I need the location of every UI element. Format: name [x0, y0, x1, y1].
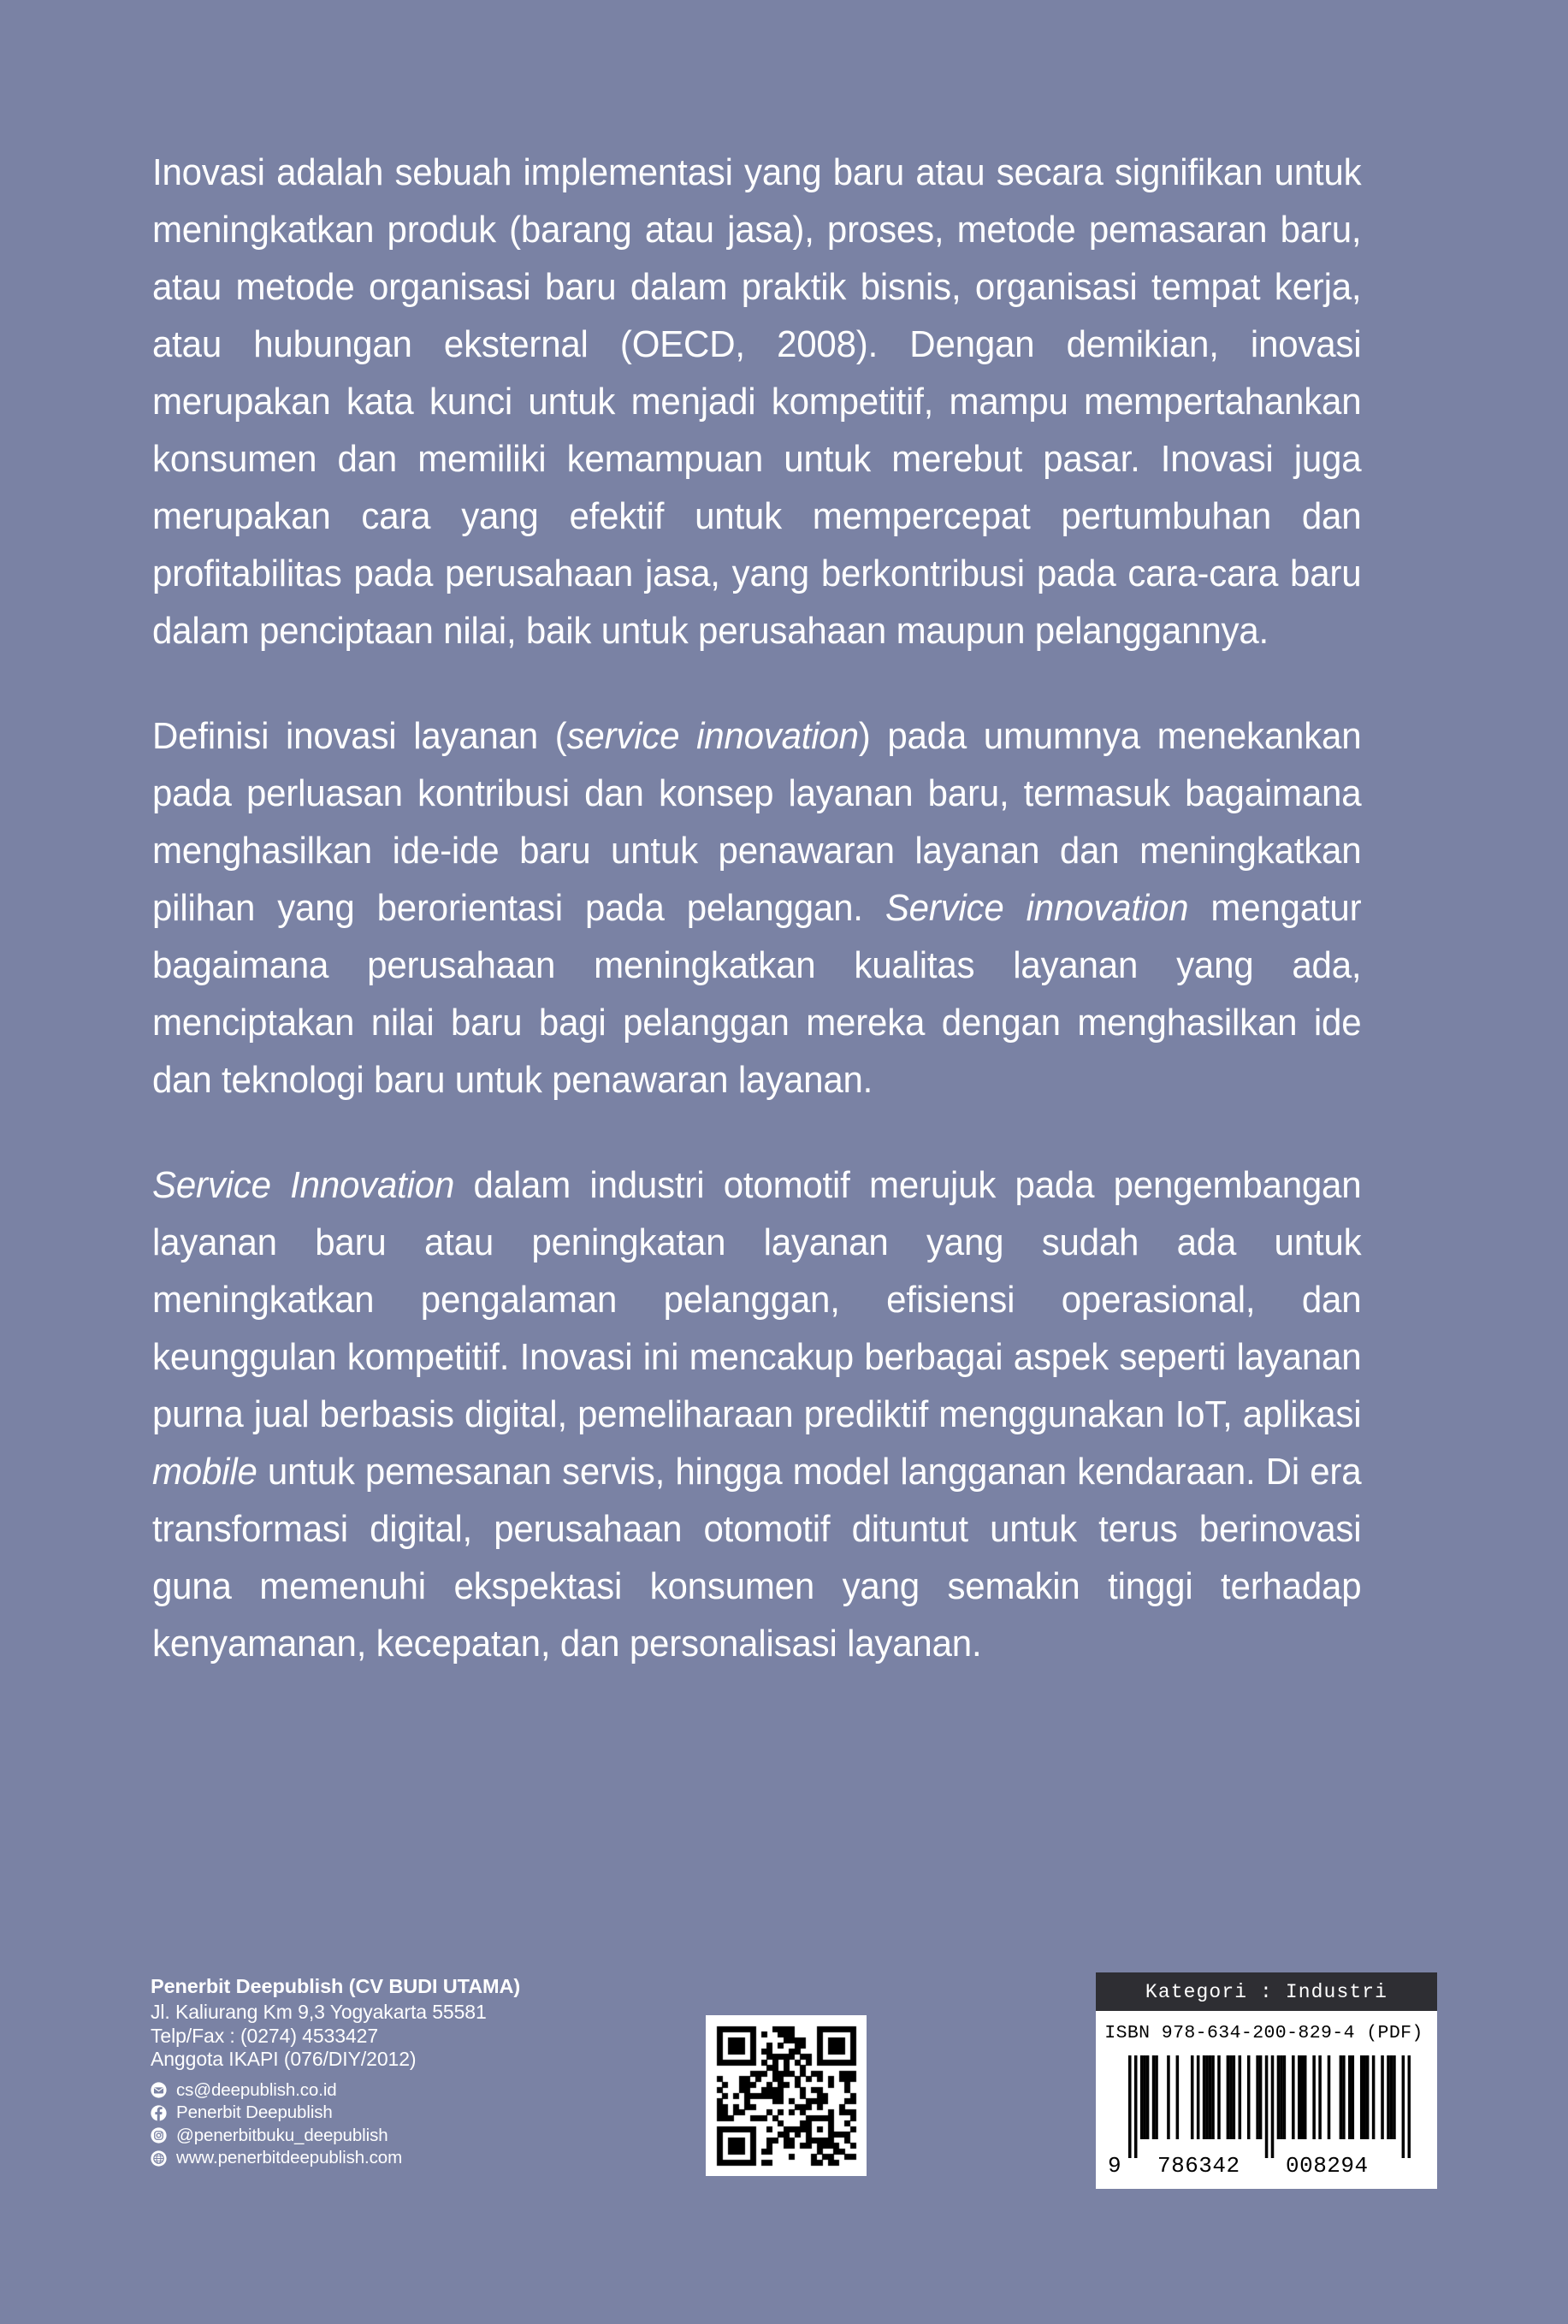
social-link-website[interactable] — [151, 2147, 681, 2170]
barcode-bars — [1128, 2055, 1411, 2158]
isbn-barcode-body — [1096, 2011, 1437, 2189]
isbn-number: ISBN 978-634-200-829-4 (PDF) — [1104, 2023, 1423, 2043]
qr-code[interactable] — [706, 2015, 867, 2176]
social-link-instagram-label: @penerbitbuku_deepublish — [176, 2125, 388, 2145]
social-link-instagram[interactable] — [151, 2125, 681, 2148]
qr-code-icon — [706, 2015, 867, 2176]
publisher-social-links — [151, 2079, 681, 2170]
cover-footer — [0, 1957, 1568, 2214]
envelope-icon — [151, 2082, 167, 2098]
isbn-barcode-panel — [1096, 1972, 1437, 2189]
emphasised-term: mobile — [152, 1451, 257, 1493]
emphasised-term: service innovation — [566, 715, 859, 757]
emphasised-term: Service innovation — [885, 887, 1189, 929]
ean-right-group: 008294 — [1286, 2153, 1369, 2179]
publisher-info — [151, 1974, 681, 2170]
blurb-paragraph-1: Inovasi adalah sebuah implementasi yang baru atau secara signifikan untuk meningkatkan produk (barang atau jasa), proses, metode pemasaran baru, atau metode organisasi baru dalam praktik bisnis, organisasi tempat kerja, atau hubungan eksternal (OECD, 2008). Dengan demikian, inovasi merupakan kata kunci untuk menjadi kompetitif, mampu mempertahankan konsumen dan memiliki kemampuan untuk merebut pasar. Inovasi juga merupakan cara yang efektif untuk mempercepat pertumbuhan dan profitabilitas pada perusahaan jasa, yang berkontribusi pada cara-cara baru dalam penciptaan nilai, baik untuk perusahaan maupun pelanggannya. — [152, 151, 1362, 652]
publisher-phone: Telp/Fax : (0274) 4533427 — [151, 2024, 379, 2047]
social-link-facebook[interactable] — [151, 2102, 681, 2125]
publisher-address: Jl. Kaliurang Km 9,3 Yogyakarta 55581 — [151, 2001, 487, 2023]
social-link-email-label: cs@deepublish.co.id — [176, 2079, 337, 2100]
emphasised-term: Service Innovation — [152, 1164, 455, 1206]
back-cover-blurb — [152, 144, 1418, 1672]
ean13-barcode — [1128, 2055, 1411, 2158]
social-link-website-label: www.penerbitdeepublish.com — [176, 2148, 403, 2168]
blurb-paragraph-3: Service Innovation dalam industri otomotif merujuk pada pengembangan layanan baru atau peningkatan layanan yang sudah ada untuk meningkatkan pengalaman pelanggan, efisiensi operasional, dan keunggulan kompetitif. Inovasi ini mencakup berbagai aspek seperti layanan purna jual berbasis digital, pemeliharaan prediktif menggunakan IoT, aplikasi mobile untuk pemesanan servis, hingga model langganan kendaraan. Di era transformasi digital, perusahaan otomotif dituntut untuk terus berinovasi guna memenuhi ekspektasi konsumen yang semakin tinggi terhadap kenyamanan, kecepatan, dan personalisasi layanan. — [152, 1164, 1362, 1665]
publisher-ikapi-membership: Anggota IKAPI (076/DIY/2012) — [151, 2048, 417, 2070]
globe-icon — [151, 2150, 167, 2167]
publisher-name: Penerbit Deepublish (CV BUDI UTAMA) — [151, 1975, 521, 1997]
book-category-label: Kategori : Industri — [1096, 1972, 1437, 2011]
social-link-email[interactable] — [151, 2079, 681, 2102]
facebook-icon — [151, 2105, 167, 2121]
ean-lead-digit: 9 — [1108, 2153, 1122, 2179]
instagram-icon — [151, 2127, 167, 2144]
blurb-paragraph-2: Definisi inovasi layanan (service innovation) pada umumnya menekankan pada perluasan kontribusi dan konsep layanan baru, termasuk bagaimana menghasilkan ide-ide baru untuk penawaran layanan dan meningkatkan pilihan yang berorientasi pada pelanggan. Service innovation mengatur bagaimana perusahaan meningkatkan kualitas layanan yang ada, menciptakan nilai baru bagi pelanggan mereka dengan menghasilkan ide dan teknologi baru untuk penawaran layanan. — [152, 715, 1362, 1101]
ean-left-group: 786342 — [1157, 2153, 1240, 2179]
ean13-digits — [1096, 2153, 1437, 2179]
social-link-facebook-label: Penerbit Deepublish — [176, 2102, 333, 2123]
